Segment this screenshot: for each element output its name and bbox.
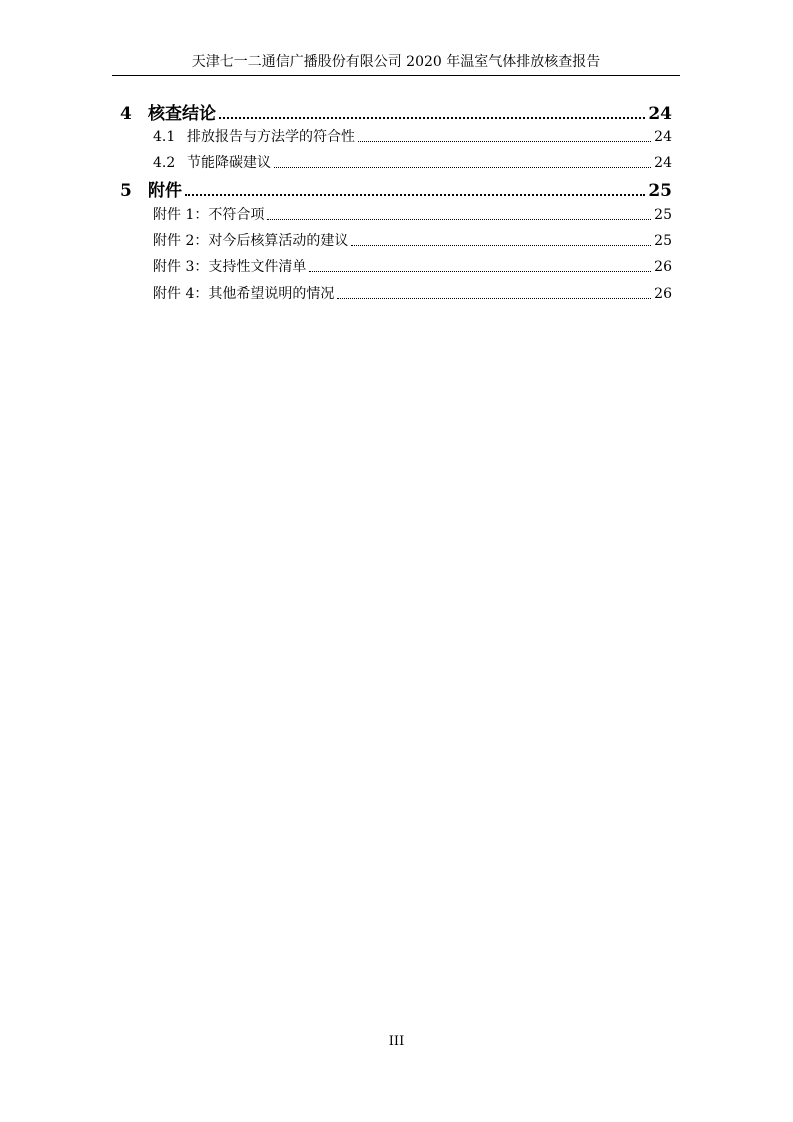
toc-entry-5[interactable]	[120, 176, 672, 201]
header-divider	[112, 75, 680, 76]
toc-entry-title: 附件 2：对今后核算活动的建议	[153, 233, 349, 249]
toc-entry-page: 24	[654, 155, 672, 171]
toc-entry-4-2[interactable]	[153, 152, 672, 172]
toc-entry-page: 25	[654, 233, 672, 249]
dot-leader	[219, 116, 645, 119]
toc-entry-number: 4.2	[153, 155, 176, 171]
dot-leader	[267, 218, 651, 220]
toc-entry-title: 节能降碳建议	[187, 155, 271, 171]
toc-entry-title: 排放报告与方法学的符合性	[187, 129, 355, 145]
toc-entry-title: 附件	[148, 181, 182, 201]
toc-entry-4-1[interactable]	[153, 126, 672, 146]
toc-entry-4[interactable]	[120, 99, 672, 124]
page-number: III	[388, 1034, 405, 1049]
dot-leader	[274, 166, 651, 168]
toc-entry-page: 26	[654, 286, 672, 302]
toc-entry-page: 25	[648, 181, 672, 201]
dot-leader	[309, 270, 651, 272]
toc-entry-number: 4.1	[153, 129, 176, 145]
toc-entry-appendix-2[interactable]	[153, 230, 672, 250]
toc-entry-title: 附件 3：支持性文件清单	[153, 259, 307, 275]
toc-entry-page: 24	[654, 129, 672, 145]
toc-entry-page: 25	[654, 207, 672, 223]
toc-entry-appendix-1[interactable]	[153, 204, 672, 224]
toc-entry-number: 4	[120, 104, 132, 124]
toc-entry-title: 附件 4：其他希望说明的情况	[153, 286, 335, 302]
toc-entry-number: 5	[120, 181, 132, 201]
toc-entry-appendix-4[interactable]	[153, 283, 672, 303]
toc-entry-page: 26	[654, 259, 672, 275]
dot-leader	[358, 140, 651, 142]
dot-leader	[185, 193, 645, 196]
toc-entry-title: 核查结论	[148, 104, 216, 124]
dot-leader	[351, 244, 651, 246]
toc-entry-appendix-3[interactable]	[153, 256, 672, 276]
toc-entry-page: 24	[648, 104, 672, 124]
dot-leader	[337, 297, 651, 299]
toc-entry-title: 附件 1：不符合项	[153, 207, 265, 223]
running-header: 天津七一二通信广播股份有限公司 2020 年温室气体排放核查报告	[191, 54, 601, 70]
